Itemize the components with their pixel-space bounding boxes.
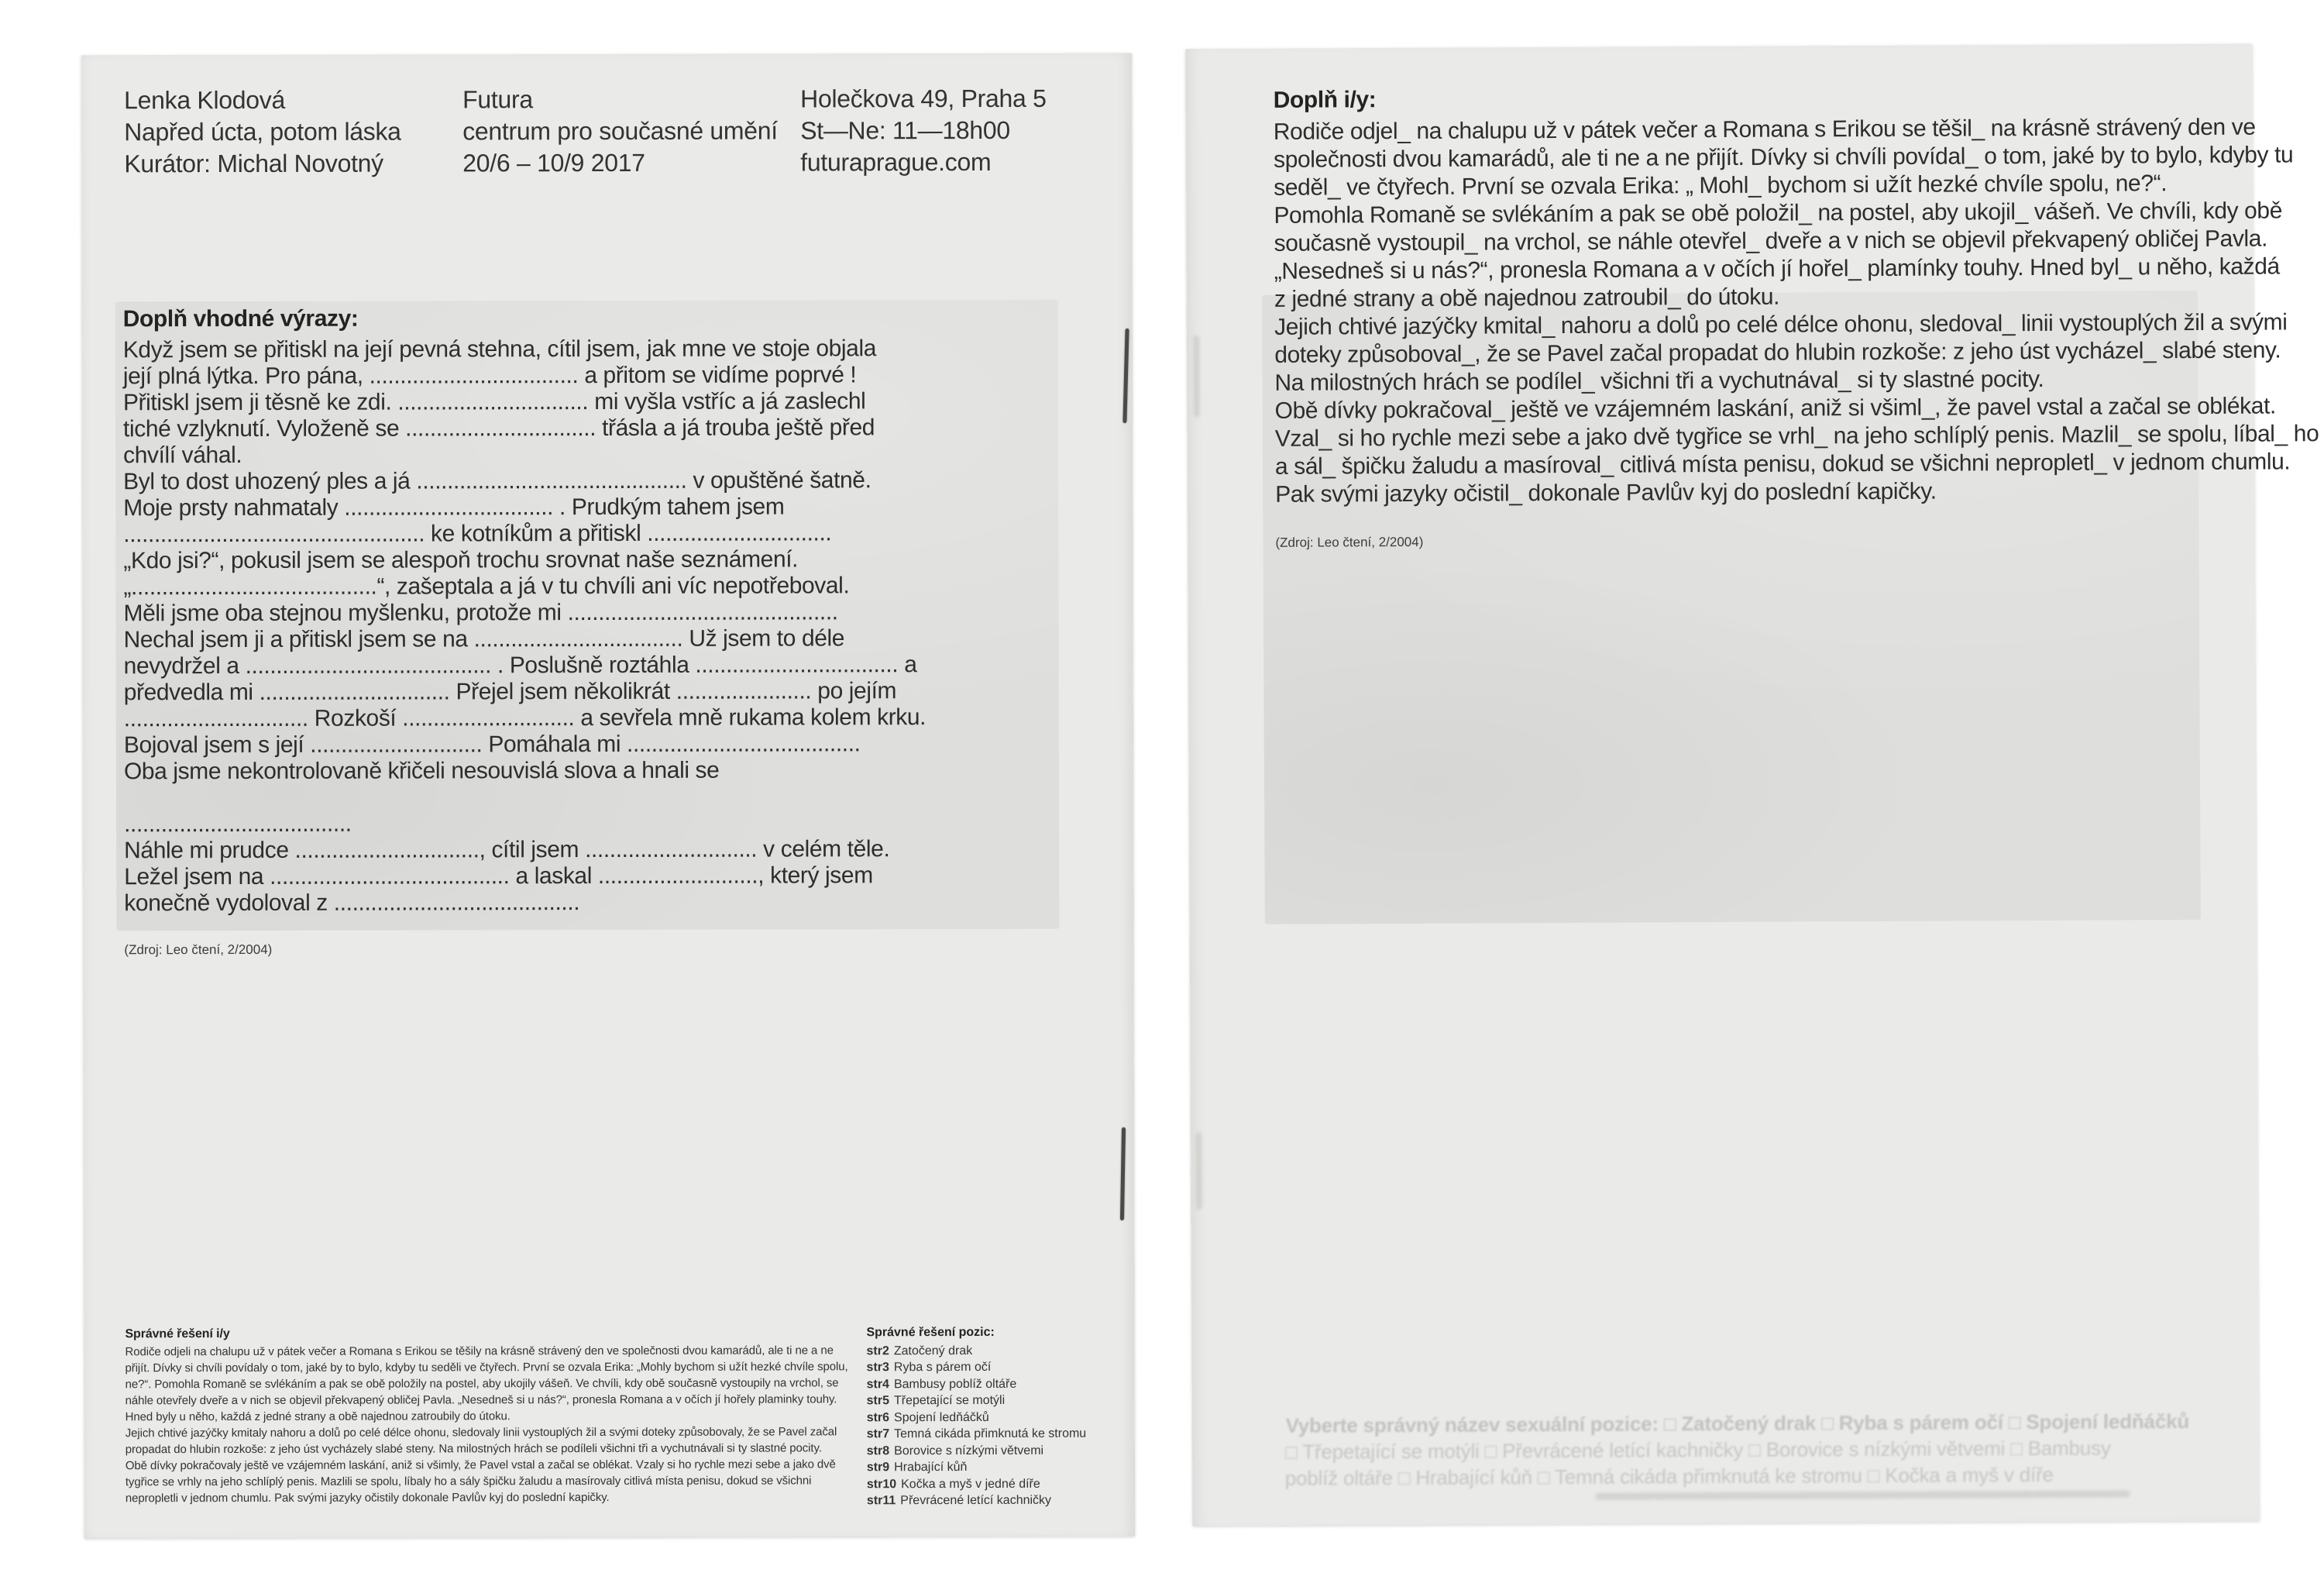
text-line: přijít. Dívky si chvíli povídaly o tom, jaké by to bylo, kdyby tu seděli ve čtyřech. První se ozvala Erika: „Mohly bychom si užít hezké chvíle spolu, bbox=[125, 1360, 848, 1375]
list-item bbox=[867, 1359, 1087, 1376]
list-item bbox=[867, 1375, 1087, 1392]
text-line: poblíž oltáře □ Hrabající kůň □ Temná cikáda přimknutá ke stromu □ Kočka a myš v díře bbox=[1284, 1462, 2054, 1490]
source-credit: (Zdroj: Leo čtení, 2/2004) bbox=[124, 941, 273, 958]
text-line: Měli jsme oba stejnou myšlenku, protože mi ............................................ bbox=[123, 599, 838, 627]
text-line: z jedné strany a obě najednou zatroubil_ do útoku. bbox=[1274, 284, 1780, 312]
text-line: Vzal_ si ho rychle mezi sebe a jako dvě tygřice se vrhl_ na jeho schlíplý penis. Mazlil_ se spolu, líbal_ ho bbox=[1274, 421, 2319, 452]
opening-hours: St—Ne: 11—18h00 bbox=[800, 115, 1010, 145]
text-line: .............................. Rozkoší ............................ a sevřela mně rukama kolem krku. bbox=[123, 704, 927, 732]
position-label: Borovice s nízkými větvemi bbox=[894, 1444, 1044, 1457]
position-label: Hrabající kůň bbox=[894, 1461, 968, 1475]
position-number: str2 bbox=[866, 1344, 889, 1358]
text-line: Moje prsty nahmataly .................................. . Prudkým tahem jsem bbox=[123, 494, 785, 521]
text-line: Oba jsme nekontrolovaně křičeli nesouvislá slova a hnali se bbox=[123, 757, 720, 785]
list-item bbox=[867, 1392, 1087, 1409]
text-line: Ležel jsem na ....................................... a laskal .........................., který jsem bbox=[124, 862, 873, 890]
header-venue-block bbox=[462, 84, 778, 180]
text-line: její plná lýtka. Pro pána, .................................. a přitom se vidíme poprvé ! bbox=[122, 362, 857, 390]
text-line: Jejich chtivé jazýčky kmitaly nahoru a dolů po celé délce ohonu, sledovaly linii vystouplých žil a svými doteky způsobovaly, že se Pavel začal bbox=[125, 1425, 837, 1440]
position-number: str9 bbox=[866, 1461, 890, 1475]
iy-exercise bbox=[1274, 81, 2319, 557]
position-number: str5 bbox=[866, 1394, 890, 1408]
list-item bbox=[867, 1442, 1087, 1459]
text-line: konečně vydoloval z ........................................ bbox=[124, 890, 580, 917]
solution-positions-heading: Správné řešení pozic: bbox=[866, 1325, 995, 1340]
text-line: Přitiskl jsem ji těsně ke zdi. ............................... mi vyšla vstříc a já zaslechl bbox=[122, 388, 866, 416]
exercise-heading: Doplň i/y: bbox=[1273, 87, 1377, 113]
text-line bbox=[124, 783, 926, 811]
position-label: Bambusy poblíž oltáře bbox=[893, 1377, 1017, 1391]
staple-shadow bbox=[1193, 336, 1200, 417]
text-line: □ Třepetající se motýli □ Převrácené letící kachničky □ Borovice s nízkými větvemi □ Bambusy bbox=[1285, 1436, 2111, 1464]
text-line: ................................................. ke kotníkům a přitiskl .............................. bbox=[123, 520, 832, 548]
venue-subtitle: centrum pro současné umění bbox=[462, 116, 778, 146]
position-number: str8 bbox=[866, 1444, 890, 1457]
list-item bbox=[867, 1409, 1087, 1426]
text-line: Náhle mi prudce .............................., cítil jsem ............................ v celém těle. bbox=[124, 836, 890, 864]
text-line: ..................................... bbox=[124, 810, 352, 838]
text-line: tygřice se vrhly na jeho schlíplý penis. Mazlili se spolu, líbaly ho a sály špičku žaludu a masírovaly citlivá místa penisu, dokud se všichni bbox=[125, 1474, 812, 1489]
venue-website: futuraprague.com bbox=[800, 147, 992, 177]
curator-line: Kurátor: Michal Novotný bbox=[124, 149, 383, 178]
position-number: str3 bbox=[866, 1361, 889, 1375]
position-number: str10 bbox=[866, 1477, 897, 1491]
text-line: Pomohla Romaně se svlékáním a pak se obě položil_ na postel, aby ukojil_ vášeň. Ve chvíli, kdy obě bbox=[1274, 198, 2283, 229]
text-line: Rodiče odjel_ na chalupu už v pátek večer a Romana s Erikou se těšil_ na krásně strávený den ve bbox=[1273, 114, 2256, 145]
right-page bbox=[1185, 44, 2319, 1526]
position-label: Temná cikáda přimknutá ke stromu bbox=[894, 1426, 1087, 1441]
header-contact-block bbox=[800, 83, 1047, 179]
position-number: str7 bbox=[866, 1427, 890, 1441]
position-label: Kočka a myš v jedné díře bbox=[901, 1477, 1040, 1491]
text-line: „Kdo jsi?“, pokusil jsem se alespoň trochu srovnat naše seznámení. bbox=[123, 546, 799, 574]
list-item bbox=[867, 1475, 1087, 1492]
text-line: Na milostných hrách se podílel_ všichni tři a vychutnával_ si ty slastné pocity. bbox=[1274, 366, 2044, 396]
exhibition-title: Napřed úcta, potom láska bbox=[124, 117, 401, 146]
bleed-through-smudge bbox=[1595, 1490, 2130, 1499]
text-line: a sál_ špičku žaludu a masíroval_ citlivá místa penisu, dokud se všichni nepropletl_ v jednom chumlu. bbox=[1274, 449, 2291, 480]
text-line: Nechal jsem ji a přitiskl jsem se na .................................. Už jsem to déle bbox=[123, 625, 845, 653]
source-credit: (Zdroj: Leo čtení, 2/2004) bbox=[1275, 534, 1424, 550]
text-line: nevydržel a ........................................ . Poslušně roztáhla ................................. a bbox=[123, 652, 917, 680]
bleed-through-text bbox=[1285, 1408, 2190, 1492]
text-line: Bojoval jsem s její ............................ Pomáhala mi ...................................... bbox=[123, 731, 861, 759]
text-line: současně vystoupil_ na vrchol, se náhle otevřel_ dveře a v nich se objevil překvapený obličej Pavla. bbox=[1274, 225, 2268, 256]
text-line: propadat do hlubin rozkoše: z jeho úst vycházely slabé steny. Na milostných hrách se podíleli všichni tři a vychutnávali si ty slastné pocity. bbox=[125, 1441, 822, 1457]
solution-positions-block bbox=[866, 1324, 1086, 1509]
text-line: společnosti dvou kamarádů, ale ti ne a ne přijít. Dívky si chvíli povídal_ o tom, jaké by to bylo, kdyby tu bbox=[1273, 142, 2294, 173]
fill-in-exercise bbox=[123, 303, 927, 963]
text-line: Rodiče odjeli na chalupu už v pátek večer a Romana s Erikou se těšily na krásně strávený den ve společnosti dvou kamarádů, ale ti ne a ne bbox=[125, 1344, 834, 1359]
solution-iy-block bbox=[125, 1324, 847, 1506]
text-line: Jejich chtivé jazýčky kmital_ nahoru a dolů po celé délce ohonu, sledoval_ linii vystouplých žil a svými bbox=[1274, 309, 2288, 340]
position-label: Převrácené letící kachničky bbox=[900, 1493, 1052, 1508]
text-line: nepropletli v jednom chumlu. Pak svými jazyky očistily dokonale Pavlův kyj do poslední kapičky. bbox=[125, 1490, 610, 1506]
header-artist-block bbox=[124, 84, 401, 181]
text-line: náhle otevřely dveře a v nich se objevil překvapený obličej Pavla. „Nesedneš si u nás?“, pronesla Romana a v očích jí hořely plaminky touhy. bbox=[125, 1392, 837, 1408]
position-number: str4 bbox=[866, 1377, 889, 1391]
left-page bbox=[81, 53, 1135, 1539]
artist-name: Lenka Klodová bbox=[124, 85, 285, 115]
text-line: „........................................“, zašeptala a já v tu chvíli ani víc nepotřeboval. bbox=[123, 573, 850, 601]
list-item bbox=[866, 1342, 1086, 1359]
position-number: str6 bbox=[866, 1410, 890, 1424]
list-item bbox=[867, 1459, 1087, 1476]
exhibition-dates: 20/6 – 10/9 2017 bbox=[462, 148, 645, 177]
position-label: Třepetající se motýli bbox=[893, 1393, 1006, 1408]
list-item bbox=[867, 1426, 1087, 1443]
exercise-heading: Doplň vhodné výrazy: bbox=[122, 305, 359, 332]
position-number: str11 bbox=[866, 1494, 896, 1508]
text-line: seděl_ ve čtyřech. První se ozvala Erika: „ Mohl_ bychom si užít hezké chvíle spolu, ne?“. bbox=[1274, 170, 2168, 201]
text-line: předvedla mi ............................... Přejel jsem několikrát ...................... po jejím bbox=[123, 678, 897, 706]
position-label: Zatočený drak bbox=[893, 1344, 973, 1358]
list-item bbox=[867, 1492, 1087, 1509]
text-line: Když jsem se přitiskl na její pevná stehna, cítil jsem, jak mne ve stoje objala bbox=[122, 336, 877, 363]
text-line: tiché vzlyknutí. Vyloženě se ............................... třásla a já trouba ještě před bbox=[122, 415, 875, 442]
venue-address: Holečkova 49, Praha 5 bbox=[800, 84, 1047, 113]
text-line: Hned byly u něho, každá z jedné strany a obě najednou zatroubily do útoku. bbox=[125, 1409, 511, 1424]
position-label: Ryba s párem očí bbox=[893, 1360, 992, 1375]
text-line: doteky způsoboval_, že se Pavel začal propadat do hlubin rozkoše: z jeho úst vycházel_ slabé steny. bbox=[1274, 337, 2281, 368]
text-line: Obě dívky pokračovaly ještě ve vzájemném laskání, aniž si všimly, že Pavel vstal a začal se oblékat. Vzaly si ho rychle mezi sebe a jako dvě bbox=[125, 1457, 836, 1473]
text-line: Pak svými jazyky očistil_ dokonale Pavlův kyj do poslední kapičky. bbox=[1275, 478, 1937, 508]
venue-name: Futura bbox=[462, 85, 533, 114]
solution-iy-heading: Správné řešení i/y bbox=[125, 1327, 230, 1341]
text-line: chvílí váhal. bbox=[123, 442, 242, 469]
text-line: Byl to dost uhozený ples a já ............................................ v opuštěné šatně. bbox=[123, 467, 871, 495]
text-line: ne?“. Pomohla Romaně se svlékáním a pak se obě položily na postel, aby ukojily vášeň. Ve chvíli, kdy obě současně vystoupily na vrchol, se bbox=[125, 1376, 839, 1392]
text-line: „Nesedneš si u nás?“, pronesla Romana a v očích jí hořel_ plamínky touhy. Hned byl_ u něho, každá bbox=[1274, 253, 2280, 284]
position-label: Spojení ledňáčků bbox=[894, 1410, 989, 1424]
text-line: Vyberte správný název sexuální pozice: □ Zatočený drak □ Ryba s párem očí □ Spojení ledňáčků bbox=[1285, 1409, 2190, 1437]
staple-shadow bbox=[1195, 1132, 1202, 1210]
text-line: Obě dívky pokračoval_ ještě ve vzájemném laskání, aniž si všiml_, že pavel vstal a začal se oblékat. bbox=[1274, 393, 2276, 424]
